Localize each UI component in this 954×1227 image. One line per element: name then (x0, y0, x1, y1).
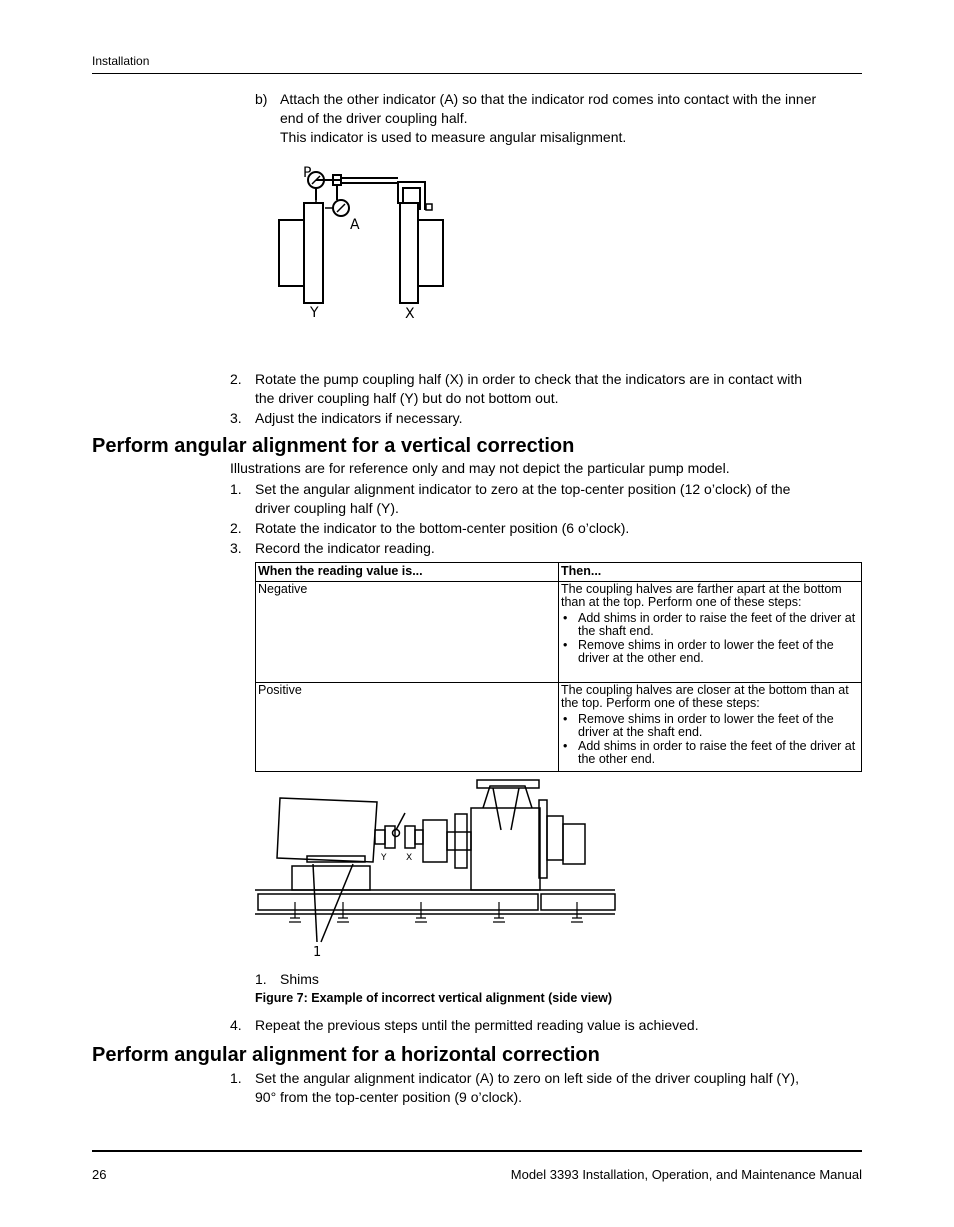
pump-casing (471, 808, 540, 890)
footer-rule (92, 1150, 862, 1152)
section-heading-horizontal: Perform angular alignment for a horizontal correction (92, 1044, 600, 1066)
coupling-x-flange (400, 203, 418, 303)
step-b-line3: This indicator is used to measure angular misalignment. (280, 129, 627, 145)
driver-motor (277, 798, 377, 862)
label-y: Y (381, 853, 387, 863)
label-a: A (350, 217, 360, 233)
table-cell: The coupling halves are farther apart at the bottom than at the top. Perform one of these steps: • Add shims in order to raise the feet of the driver at the shaft end. • Remove shims in order to lower the feet of the driver at the other end. (559, 581, 862, 682)
step-marker: b) (255, 91, 268, 107)
label-p: P (303, 165, 312, 181)
coupling-x-hub (418, 220, 443, 286)
list-item: 1. Set the angular alignment indicator to zero at the top-center position (12 o’clock) of the driver coupling half (Y). (230, 481, 791, 516)
list-item: 3. Adjust the indicators if necessary. (230, 410, 463, 426)
page-number: 26 (92, 1167, 107, 1182)
coupling-x (405, 826, 415, 848)
coupling-y-flange (304, 203, 323, 303)
section-heading-vertical: Perform angular alignment for a vertical correction (92, 435, 575, 457)
label-x: X (405, 306, 415, 322)
bullet-item: • Remove shims in order to lower the feet of the driver at the other end. (563, 637, 834, 665)
callout-1: 1 (313, 945, 322, 960)
step-b (255, 90, 865, 150)
label-y: Y (310, 305, 319, 321)
step-b-line1: Attach the other indicator (A) so that the indicator rod comes into contact with the inner (280, 91, 817, 107)
indicator-setup-figure (270, 158, 460, 324)
coupling-y-hub (279, 220, 304, 286)
label-x: X (406, 853, 413, 863)
list-item: 2. Rotate the indicator to the bottom-center position (6 o’clock). (230, 520, 630, 536)
running-header: Installation (92, 54, 150, 68)
list-item: 2. Rotate the pump coupling half (X) in order to check that the indicators are in contact with the driver coupling half (Y) but do not bottom out. (230, 371, 803, 406)
header-rule (92, 73, 862, 74)
figure-caption: Figure 7: Example of incorrect vertical alignment (side view) (255, 991, 613, 1005)
figure-legend: 1. Shims (255, 971, 319, 987)
list-item: 1. Set the angular alignment indicator (A) to zero on left side of the driver coupling half (Y), 90° from the top-center position (9 o’clock). (230, 1070, 799, 1105)
bullet-item: • Remove shims in order to lower the feet of the driver at the shaft end. (563, 711, 834, 739)
table-header-row (256, 563, 862, 582)
step-b-line2: end of the driver coupling half. (280, 110, 468, 126)
reading-table (255, 562, 862, 772)
side-view-figure (255, 778, 617, 963)
table-cell: Negative (256, 581, 559, 682)
bullet-item: • Add shims in order to raise the feet of the driver at the shaft end. (563, 610, 856, 638)
section-intro: Illustrations are for reference only and may not depict the particular pump model. (230, 460, 730, 476)
list-item: 4. Repeat the previous steps until the permitted reading value is achieved. (230, 1017, 699, 1033)
manual-title: Model 3393 Installation, Operation, and Maintenance Manual (510, 1167, 862, 1182)
table-cell: Positive (256, 682, 559, 771)
bullet-item: • Add shims in order to raise the feet of the driver at the other end. (563, 738, 856, 766)
list-item: 3. Record the indicator reading. (230, 540, 435, 556)
table-row (256, 682, 862, 771)
coupling-y (385, 826, 395, 848)
table-header-cell: When the reading value is... (256, 563, 559, 582)
table-header-cell: Then... (559, 563, 862, 582)
table-cell: The coupling halves are closer at the bottom than at the top. Perform one of these steps: • Remove shims in order to lower the feet of the driver at the shaft end. • Add shims in order to raise the feet of the driver at the other end. (559, 682, 862, 771)
table-row (256, 581, 862, 682)
